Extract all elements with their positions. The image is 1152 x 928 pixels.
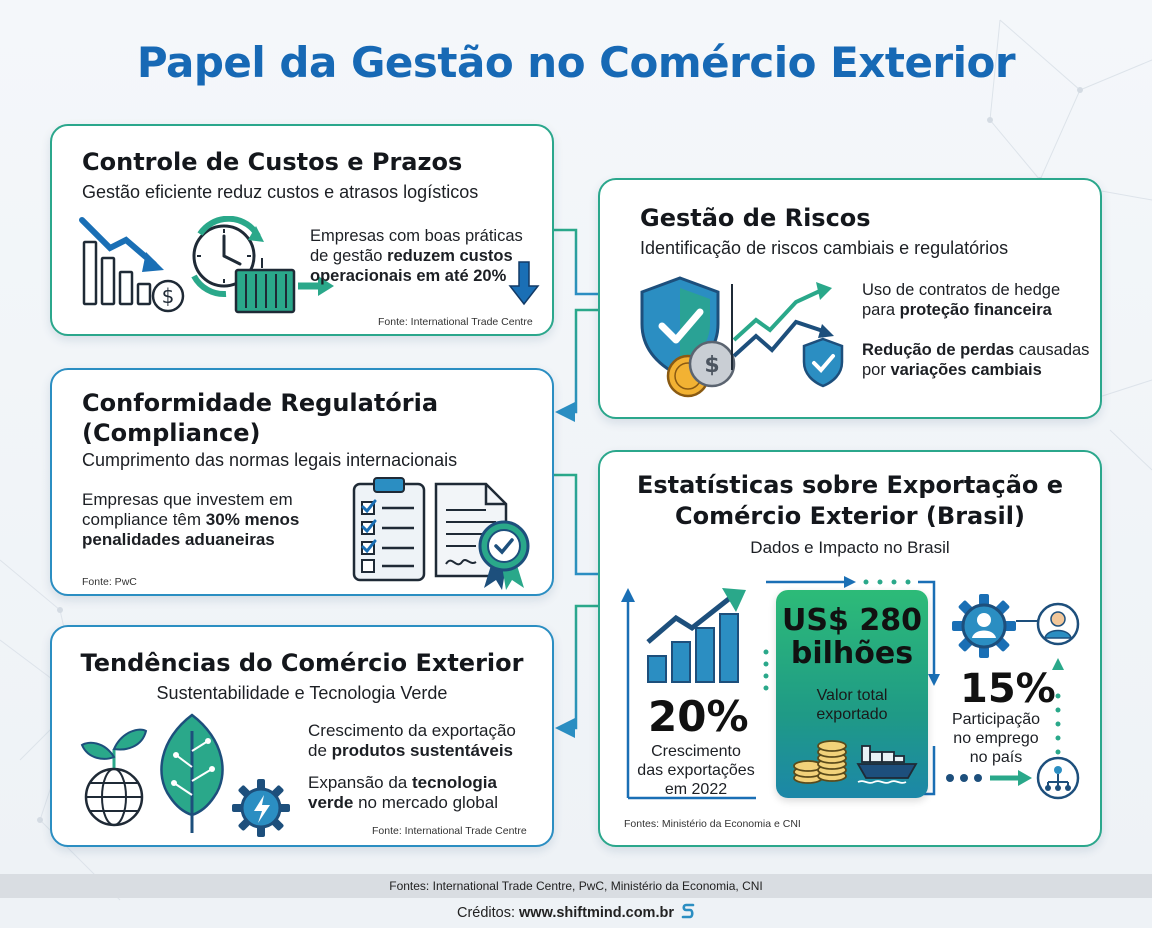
stat-export-value-line2: bilhões <box>790 636 914 671</box>
export-value-highlight-box <box>776 590 928 798</box>
trend-item-green-tech <box>308 773 498 813</box>
cargo-ship-icon <box>856 742 918 786</box>
risk-item2-line1 <box>862 340 1089 360</box>
down-arrow-icon <box>508 260 540 308</box>
cost-text-line3-bold: operacionais em até 20% <box>310 267 507 285</box>
card-subtitle: Cumprimento das normas legais internacionais <box>82 450 458 470</box>
risk-management-card <box>598 178 1102 419</box>
risk-item-hedge <box>862 280 1060 320</box>
compliance-text-line2 <box>82 510 299 530</box>
network-icon <box>1036 756 1080 800</box>
stats-heading-line1: Estatísticas sobre Exportação e <box>636 471 1064 499</box>
compliance-text-line2-pre: compliance têm <box>82 510 206 529</box>
stat-export-label <box>776 686 928 724</box>
employee-icon <box>1036 602 1080 646</box>
page-title: Papel da Gestão no Comércio Exterior <box>136 38 1016 87</box>
growth-chart-icon <box>642 586 762 686</box>
risk-item2-line1-post: causadas <box>1014 341 1090 359</box>
stat-growth-value: 20% <box>648 692 749 741</box>
cost-text <box>310 226 523 286</box>
cost-text-line2-bold: reduzem custos <box>387 247 513 265</box>
trend-item2-line2-post: no mercado global <box>353 793 498 812</box>
credits-label: Créditos: <box>456 905 520 921</box>
trend-item-sustainable <box>308 721 516 761</box>
risk-item2-line2-bold: variações cambiais <box>890 361 1042 379</box>
trend-item2-line1 <box>308 773 498 793</box>
stat-growth-label-line2: das exportações <box>637 762 755 779</box>
card-source: Fontes: Ministério da Economia e CNI <box>624 818 801 830</box>
risk-item1-line2-bold: proteção financeira <box>899 301 1052 319</box>
card-subtitle: Dados e Impacto no Brasil <box>750 538 950 557</box>
coin-stack-icon <box>790 736 850 786</box>
risk-item2-line2 <box>862 360 1089 380</box>
risk-item2-line2-pre: por <box>862 361 891 379</box>
compliance-text <box>82 490 299 550</box>
trend-item2-line1-pre: Expansão da <box>308 773 412 792</box>
svg-text:$: $ <box>704 353 720 378</box>
card-heading <box>82 388 438 448</box>
credits-site-link[interactable]: www.shiftmind.com.br <box>519 905 674 921</box>
trend-item1-line1: Crescimento da exportação <box>308 721 516 740</box>
risk-item1-line2 <box>862 300 1060 320</box>
stat-employment-label-line1: Participação <box>951 711 1041 728</box>
stat-export-label-line2: exportado <box>816 706 888 723</box>
gear-lightning-icon <box>230 777 292 839</box>
small-shield-icon <box>800 336 846 388</box>
cost-text-line3 <box>310 266 523 286</box>
statistics-card <box>598 450 1102 847</box>
stat-export-value <box>776 604 928 670</box>
cost-text-line1: Empresas com boas práticas <box>310 227 523 245</box>
card-heading: Tendências do Comércio Exterior <box>80 649 524 677</box>
footer-credits <box>0 903 1152 921</box>
risk-item-losses <box>862 340 1089 380</box>
stat-employment-label-line2: no emprego <box>953 730 1039 747</box>
cost-control-card <box>50 124 554 336</box>
card-source: Fonte: International Trade Centre <box>372 825 527 837</box>
gear-person-icon <box>950 592 1018 660</box>
stat-growth-label-line1: Crescimento <box>651 743 741 760</box>
globe-sprout-icon <box>74 715 154 827</box>
trend-item1-line2-bold: produtos sustentáveis <box>331 741 514 760</box>
stat-export-label-line1: Valor total <box>816 687 888 704</box>
card-heading: Gestão de Riscos <box>640 204 871 232</box>
risk-item2-line1-bold: Redução de perdas <box>862 341 1015 359</box>
footer-sources: Fontes: International Trade Centre, PwC, Ministério da Economia, CNI <box>0 874 1152 898</box>
dollar-coin-icon <box>150 278 186 314</box>
stat-employment-value: 15% <box>960 666 1056 712</box>
card-source: Fonte: PwC <box>82 576 137 588</box>
card-heading: Controle de Custos e Prazos <box>82 148 463 176</box>
trend-item2-line1-bold: tecnologia <box>411 773 497 792</box>
compliance-card <box>50 368 554 596</box>
trend-item2-line2 <box>308 793 498 813</box>
compliance-text-line1: Empresas que investem em <box>82 490 293 509</box>
clipboard-checklist-icon <box>350 474 430 584</box>
stat-growth-label-line3: em 2022 <box>664 781 728 798</box>
card-source: Fonte: International Trade Centre <box>378 316 533 328</box>
cost-text-line2 <box>310 246 523 266</box>
trend-item1-line2-pre: de <box>308 741 332 760</box>
card-subtitle: Identificação de riscos cambiais e regulatórios <box>640 238 1009 258</box>
compliance-text-line3-bold: penalidades aduaneiras <box>82 530 275 549</box>
stat-export-value-line1: US$ 280 <box>782 603 922 638</box>
card-subtitle: Gestão eficiente reduz custos e atrasos logísticos <box>82 182 479 202</box>
circuit-leaf-icon <box>152 711 232 835</box>
stat-employment-label-line3: no país <box>969 749 1023 766</box>
risk-item1-line2-pre: para <box>862 301 900 319</box>
trend-item1-line2 <box>308 741 516 761</box>
compliance-text-line2-bold: 30% menos <box>205 510 300 529</box>
trend-item2-line2-bold: verde <box>308 793 354 812</box>
cost-text-line2-pre: de gestão <box>310 247 388 265</box>
svg-text:$: $ <box>161 284 175 308</box>
compliance-text-line3 <box>82 530 299 550</box>
shiftmind-logo-icon <box>681 903 695 919</box>
compliance-heading-line2: (Compliance) <box>82 419 261 447</box>
risk-item1-line1: Uso de contratos de hedge <box>862 281 1061 299</box>
stats-heading-line2: Comércio Exterior (Brasil) <box>675 502 1025 530</box>
stat-growth-label <box>636 742 756 799</box>
compliance-heading-line1: Conformidade Regulatória <box>82 389 439 417</box>
trends-card <box>50 625 554 847</box>
approval-seal-icon <box>474 518 534 590</box>
card-subtitle: Sustentabilidade e Tecnologia Verde <box>156 683 448 703</box>
